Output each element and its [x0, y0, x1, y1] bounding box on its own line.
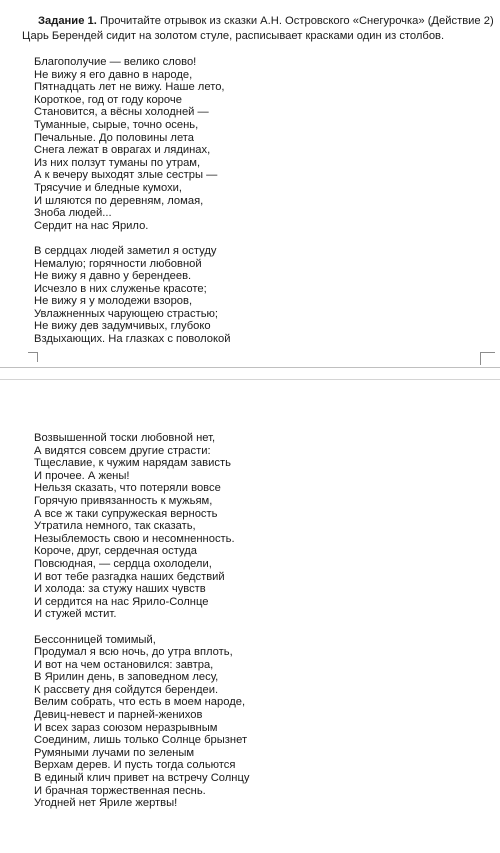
page-break	[0, 367, 500, 380]
verse-line: Верхам дерев. И пусть тогда сольются	[34, 759, 236, 772]
verse-line: Румяными лучами по зеленым	[34, 746, 195, 759]
verse-line: Туманные, сырые, точно осень,	[34, 118, 199, 131]
verse-line: А к вечеру выходят злые сестры —	[34, 169, 218, 182]
verse-line: Сердит на нас Ярило.	[34, 219, 149, 232]
verse-line: Повсюдная, — сердца охолодели,	[34, 557, 212, 570]
verse-line: Тщеславие, к чужим нарядам зависть	[34, 457, 231, 470]
verse-line: Не вижу я его давно в народе,	[34, 68, 193, 81]
document-page-1	[0, 0, 500, 367]
task-stage-direction: Царь Берендей сидит на золотом стуле, расписывает красками один из столбов.	[22, 30, 445, 42]
verse-line: Возвышенной тоски любовной нет,	[34, 432, 216, 444]
verse-line: Исчезло в них служенье красоте;	[34, 282, 207, 295]
verse-page-1	[34, 56, 230, 346]
verse-line: В Ярилин день, в заповедном лесу,	[34, 671, 219, 684]
stanza-break	[34, 621, 249, 634]
verse-line: Зноба людей...	[34, 207, 112, 220]
verse-line: Продумал я всю ночь, до утра вплоть,	[34, 646, 233, 659]
document-page-2	[0, 380, 500, 853]
page-corner-mark-left	[28, 352, 38, 362]
verse-line: Угодней нет Яриле жертвы!	[34, 797, 178, 810]
verse-line: Соединим, лишь только Солнце брызнет	[34, 734, 248, 747]
verse-line: В сердцах людей заметил я остуду	[34, 244, 217, 257]
verse-line: А видятся совсем другие страсти:	[34, 444, 211, 457]
verse-line: Печальные. До половины лета	[34, 131, 195, 144]
task-number: Задание 1.	[38, 15, 97, 27]
verse-line: И вот на чем остановился: завтра,	[34, 658, 214, 671]
verse-line: И сердится на нас Ярило-Солнце	[34, 595, 209, 608]
verse-line: В единый клич привет на встречу Солнцу	[34, 772, 250, 785]
verse-line: Снега лежат в оврагах и лядинах,	[34, 144, 211, 157]
verse-line: Увлажненных чарующею страстью;	[34, 307, 219, 320]
verse-line: К рассвету дня сойдутся берендеи.	[34, 683, 219, 696]
verse-line: Становится, а вёсны холодней —	[34, 106, 209, 119]
verse-line: И вот тебе разгадка наших бедствий	[34, 570, 225, 583]
verse-line: И брачная торжественная песнь.	[34, 784, 206, 797]
verse-line: Утратила немного, так сказать,	[34, 520, 196, 533]
verse-line: Нельзя сказать, что потеряли вовсе	[34, 482, 221, 495]
verse-line: Не вижу я у молодежи взоров,	[34, 295, 193, 308]
verse-line: И шляются по деревням, ломая,	[34, 194, 204, 207]
verse-line: Немалую; горячности любовной	[34, 257, 202, 270]
verse-line: Вздыхающих. На глазках с поволокой	[34, 333, 231, 346]
verse-line: Девиц-невест и парней-женихов	[34, 709, 203, 722]
verse-line: Не вижу я давно у берендеев.	[34, 270, 192, 283]
verse-line: И холода: за стужу наших чувств	[34, 583, 206, 596]
stanza-break	[34, 232, 230, 245]
verse-page-2	[34, 432, 249, 810]
verse-line: Короче, друг, сердечная остуда	[34, 545, 197, 558]
verse-line: Благополучие — велико слово!	[34, 56, 197, 68]
page-corner-mark-right	[480, 352, 495, 365]
verse-line: И прочее. А жены!	[34, 469, 130, 482]
verse-line: И всех зараз союзом неразрывным	[34, 721, 218, 734]
verse-line: Горячую привязанность к мужьям,	[34, 494, 213, 507]
verse-line: Бессонницей томимый,	[34, 633, 156, 646]
verse-line: Трясучие и бледные кумохи,	[34, 181, 183, 194]
task-heading	[38, 14, 500, 28]
verse-line: Незыблемость свою и несомненность.	[34, 532, 235, 545]
task-text: Прочитайте отрывок из сказки А.Н. Островского «Снегурочка» (Действие 2)	[96, 15, 494, 27]
verse-line: Короткое, год от году короче	[34, 93, 182, 106]
verse-line: А все ж таки супружеская верность	[34, 507, 218, 520]
verse-line: Из них ползут туманы по утрам,	[34, 156, 201, 169]
verse-line: И стужей мстит.	[34, 608, 117, 621]
verse-line: Велим собрать, что есть в моем народе,	[34, 696, 246, 709]
verse-line: Не вижу дев задумчивых, глубоко	[34, 320, 211, 333]
verse-line: Пятнадцать лет не вижу. Наше лето,	[34, 81, 225, 94]
